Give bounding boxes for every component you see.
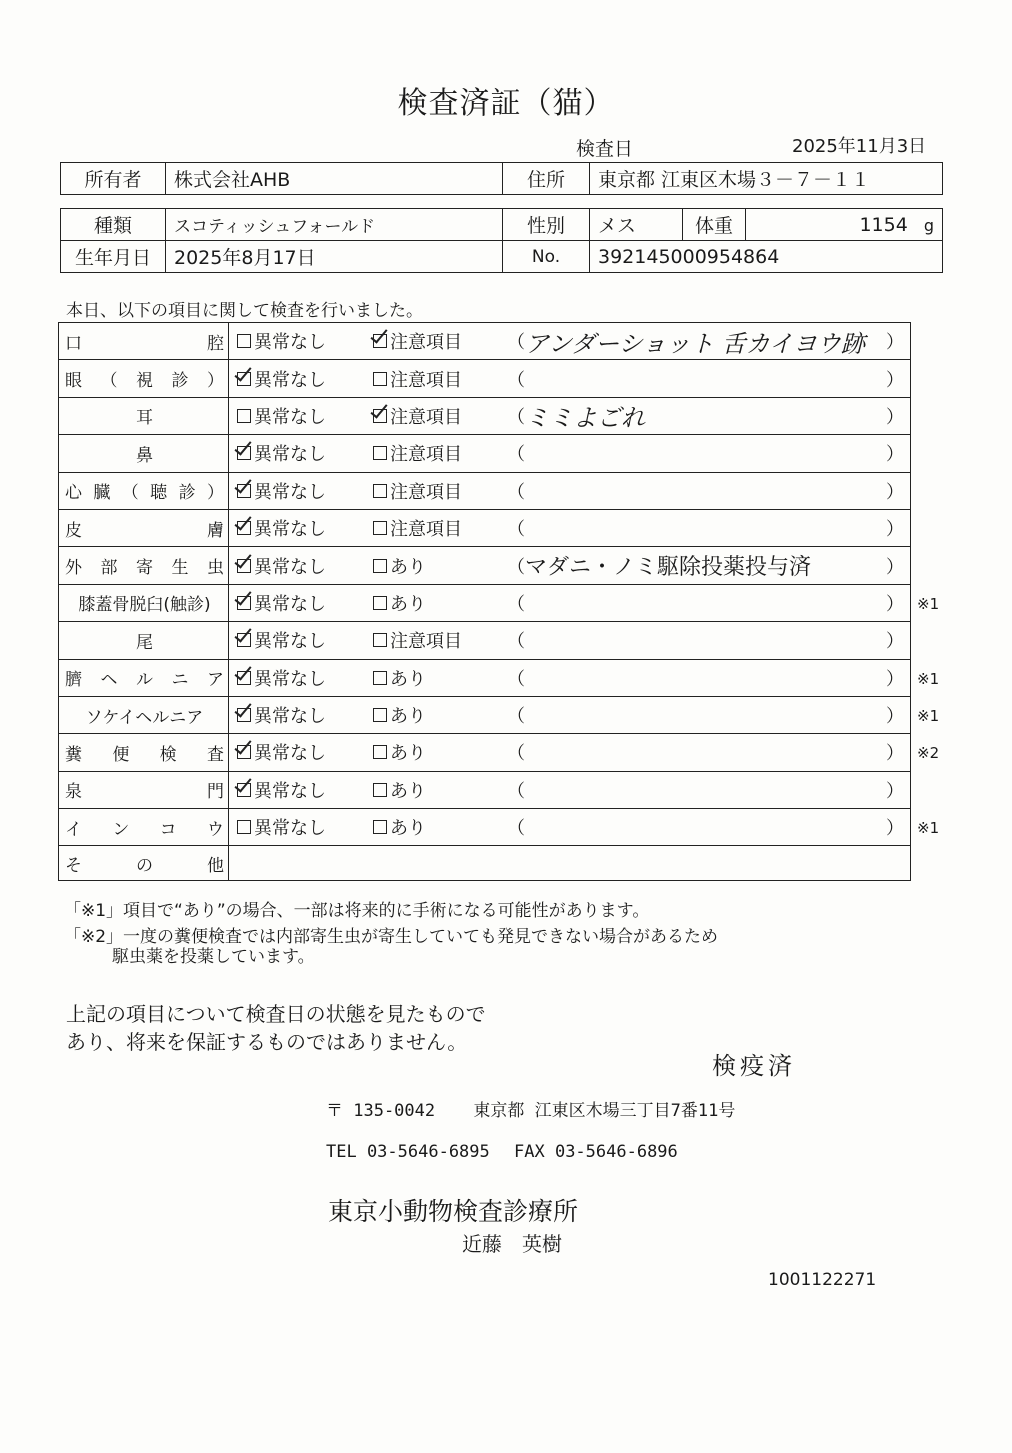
option-label: 異常なし xyxy=(254,780,326,802)
checked-box-icon[interactable] xyxy=(373,334,387,348)
paren-close: ） xyxy=(886,706,904,728)
exam-row xyxy=(59,585,910,622)
option-attention[interactable] xyxy=(373,697,426,733)
exam-item-char: ） xyxy=(206,483,224,504)
checked-box-icon[interactable] xyxy=(237,446,251,460)
footnote-2-cont: 駆虫薬を投薬しています。 xyxy=(112,947,315,967)
exam-item-name xyxy=(59,473,229,509)
clinic-name: 東京小動物検査診療所 xyxy=(328,1197,579,1226)
exam-item-char: 他 xyxy=(207,855,224,876)
exam-row xyxy=(59,435,910,472)
paren-open: （ xyxy=(507,743,525,765)
exam-item-char: （ xyxy=(121,483,139,504)
exam-item-char: 糞 xyxy=(65,744,82,765)
exam-item-char: 診 xyxy=(171,371,189,392)
option-label: 注意項目 xyxy=(390,406,462,428)
paren-close: ） xyxy=(886,481,904,503)
checkbox-icon[interactable] xyxy=(237,820,251,834)
no-value: 392145000954864 xyxy=(590,241,943,273)
exam-item-name xyxy=(59,585,229,621)
owner-value: 株式会社AHB xyxy=(166,163,503,195)
exam-item-char: の xyxy=(136,855,153,876)
exam-date-label: 検査日 xyxy=(576,138,634,160)
option-label: 異常なし xyxy=(254,369,326,391)
exam-item-char: 尾 xyxy=(136,632,153,653)
checked-box-icon[interactable] xyxy=(237,559,251,573)
option-attention[interactable] xyxy=(373,473,462,509)
doctor-name: 近藤 英樹 xyxy=(462,1232,562,1256)
contact-line xyxy=(326,1142,678,1162)
option-normal[interactable] xyxy=(237,435,326,471)
exam-item-char: 眼 xyxy=(65,371,82,392)
option-label: 異常なし xyxy=(254,706,326,728)
exam-item-char: そ xyxy=(65,855,82,876)
paren-open: （ xyxy=(507,593,525,615)
postal-code: 〒 135-0042 xyxy=(326,1101,436,1121)
weight-value: 1154 xyxy=(859,213,908,236)
exam-item-char: （ xyxy=(100,371,118,392)
option-label: 異常なし xyxy=(254,668,326,690)
option-normal[interactable] xyxy=(237,360,326,396)
quarantine-seal: 検疫済 xyxy=(712,1052,796,1080)
option-label: 注意項目 xyxy=(390,332,462,354)
weight-unit: g xyxy=(923,215,934,235)
option-label: あり xyxy=(390,706,426,728)
exam-row xyxy=(59,473,910,510)
footnote-mark: ※2 xyxy=(917,744,940,763)
checkbox-icon[interactable] xyxy=(373,446,387,460)
checked-box-icon[interactable] xyxy=(373,409,387,423)
option-normal[interactable] xyxy=(237,473,326,509)
paren-open: （ xyxy=(507,706,525,728)
option-label: あり xyxy=(390,668,426,690)
exam-item-name xyxy=(59,660,229,696)
tel: TEL 03-5646-6895 xyxy=(326,1142,490,1162)
weight-cell xyxy=(746,209,943,241)
option-label: あり xyxy=(390,818,426,840)
owner-table xyxy=(60,162,943,195)
exam-item-char: 皮 xyxy=(65,520,82,541)
exam-item-char: ニ xyxy=(171,670,189,691)
serial-number: 1001122271 xyxy=(768,1270,877,1290)
paren-open: （ xyxy=(507,780,525,802)
option-attention[interactable] xyxy=(373,622,462,658)
option-normal[interactable] xyxy=(237,772,326,808)
clinic-address: 東京都 江東区木場三丁目7番11号 xyxy=(473,1101,736,1121)
exam-row xyxy=(59,547,910,584)
exam-item-char: ウ xyxy=(206,819,224,840)
exam-item-char: 腔 xyxy=(207,333,224,354)
option-label: 注意項目 xyxy=(390,444,462,466)
option-normal[interactable] xyxy=(237,323,326,359)
checkbox-icon[interactable] xyxy=(373,633,387,647)
dob-value: 2025年8月17日 xyxy=(166,241,503,273)
exam-note: ミミよごれ xyxy=(525,404,645,433)
paren-close: ） xyxy=(886,818,904,840)
paren-close: ） xyxy=(886,519,904,541)
checked-box-icon[interactable] xyxy=(237,745,251,759)
paren-close: ） xyxy=(886,743,904,765)
option-normal[interactable] xyxy=(237,660,326,696)
paren-close: ） xyxy=(886,332,904,354)
option-label: 異常なし xyxy=(254,818,326,840)
intro-text: 本日、以下の項目に関して検査を行いました。 xyxy=(66,301,423,321)
checkbox-icon[interactable] xyxy=(373,671,387,685)
option-label: 異常なし xyxy=(254,556,326,578)
exam-item-char: 門 xyxy=(207,782,224,803)
footnote-mark: ※1 xyxy=(917,707,940,725)
footnote-mark: ※1 xyxy=(917,594,940,613)
paren-open: （ xyxy=(507,519,525,541)
exam-item-char: ン xyxy=(112,819,130,840)
option-attention[interactable] xyxy=(373,809,426,845)
checkbox-icon[interactable] xyxy=(237,334,251,348)
exam-item-char: 部 xyxy=(100,558,118,579)
checked-box-icon[interactable] xyxy=(237,596,251,610)
exam-item-char: ア xyxy=(207,670,224,691)
paren-open: （ xyxy=(507,406,525,428)
checkbox-icon[interactable] xyxy=(373,820,387,834)
exam-item-char: 検 xyxy=(159,744,177,765)
footnote-2: 「※2」一度の糞便検査では内部寄生虫が寄生していても発見できない場合があるため xyxy=(64,927,719,947)
paren-open: （ xyxy=(507,332,525,354)
checkbox-icon[interactable] xyxy=(373,559,387,573)
option-label: 注意項目 xyxy=(390,481,462,503)
exam-row xyxy=(59,360,910,397)
option-label: 異常なし xyxy=(254,481,326,503)
exam-item-char: 虫 xyxy=(207,558,224,579)
checked-box-icon[interactable] xyxy=(237,372,251,386)
checkbox-icon[interactable] xyxy=(237,409,251,423)
option-attention[interactable] xyxy=(373,360,462,396)
exam-item-name xyxy=(59,809,229,845)
exam-item-char: 便 xyxy=(112,744,130,765)
exam-item-char: 外 xyxy=(65,558,82,579)
exam-item-char: 生 xyxy=(171,558,189,579)
exam-item-name xyxy=(59,323,229,359)
exam-item-name xyxy=(59,435,229,471)
option-attention[interactable] xyxy=(373,323,462,359)
paren-close: ） xyxy=(886,780,904,802)
checked-box-icon[interactable] xyxy=(237,633,251,647)
option-normal[interactable] xyxy=(237,510,326,546)
exam-row xyxy=(59,846,910,880)
option-label: あり xyxy=(390,556,426,578)
breed-label: 種類 xyxy=(61,209,166,241)
option-label: 異常なし xyxy=(254,332,326,354)
option-label: 異常なし xyxy=(254,593,326,615)
option-label: 異常なし xyxy=(254,631,326,653)
exam-item-char: 査 xyxy=(206,744,224,765)
exam-item-char: 泉 xyxy=(65,782,82,803)
option-attention[interactable] xyxy=(373,772,426,808)
paren-close: ） xyxy=(886,406,904,428)
exam-item-char: 視 xyxy=(136,371,153,392)
exam-item-name xyxy=(59,547,229,583)
option-label: 異常なし xyxy=(254,743,326,765)
checkbox-icon[interactable] xyxy=(373,745,387,759)
option-label: あり xyxy=(390,593,426,615)
checkbox-icon[interactable] xyxy=(373,372,387,386)
exam-item-name xyxy=(59,697,229,733)
option-attention[interactable] xyxy=(373,510,462,546)
checked-box-icon[interactable] xyxy=(237,671,251,685)
option-label: 異常なし xyxy=(254,444,326,466)
option-normal[interactable] xyxy=(237,547,326,583)
exam-item-char: 寄 xyxy=(136,558,153,579)
option-normal[interactable] xyxy=(237,398,326,434)
exam-item-name xyxy=(59,846,229,880)
option-attention[interactable] xyxy=(373,547,426,583)
checkbox-icon[interactable] xyxy=(373,708,387,722)
exam-item-name xyxy=(59,398,229,434)
exam-row xyxy=(59,734,910,771)
paren-close: ） xyxy=(886,444,904,466)
exam-note: マダニ・ノミ駆除投薬投与済 xyxy=(525,555,812,581)
exam-item-char: イ xyxy=(65,819,82,840)
sex-label: 性別 xyxy=(503,209,590,241)
paren-close: ） xyxy=(886,593,904,615)
option-attention[interactable] xyxy=(373,585,426,621)
option-label: あり xyxy=(390,780,426,802)
address-label: 住所 xyxy=(503,163,590,195)
paren-open: （ xyxy=(507,369,525,391)
clinic-address-line xyxy=(326,1096,735,1121)
sex-value: メス xyxy=(590,209,683,241)
footnote-mark: ※1 xyxy=(917,669,940,688)
paren-close: ） xyxy=(886,556,904,578)
option-label: 異常なし xyxy=(254,406,326,428)
footnote-1: 「※1」項目で“あり”の場合、一部は将来的に手術になる可能性があります。 xyxy=(64,901,650,921)
option-normal[interactable] xyxy=(237,697,326,733)
exam-item-char: 臍 xyxy=(65,670,82,691)
exam-item-char: ソケイヘルニア xyxy=(85,707,204,728)
paren-close: ） xyxy=(886,668,904,690)
exam-item-name xyxy=(59,734,229,770)
exam-item-name xyxy=(59,772,229,808)
paren-open: （ xyxy=(507,556,525,578)
option-attention[interactable] xyxy=(373,435,462,471)
option-label: 注意項目 xyxy=(390,519,462,541)
exam-table xyxy=(58,322,911,881)
paren-open: （ xyxy=(507,668,525,690)
exam-note: アンダーショット 舌カイヨウ跡 xyxy=(525,329,866,358)
exam-item-char: 口 xyxy=(65,333,82,354)
paren-open: （ xyxy=(507,631,525,653)
checked-box-icon[interactable] xyxy=(237,783,251,797)
exam-item-name xyxy=(59,510,229,546)
option-label: 異常なし xyxy=(254,519,326,541)
address-value: 東京都 江東区木場３－７－１１ xyxy=(590,163,943,195)
exam-item-name xyxy=(59,360,229,396)
option-attention[interactable] xyxy=(373,660,426,696)
option-normal[interactable] xyxy=(237,809,326,845)
exam-row xyxy=(59,398,910,435)
exam-item-char: ） xyxy=(207,371,224,392)
exam-item-char: 心 xyxy=(65,483,82,504)
option-label: 注意項目 xyxy=(390,369,462,391)
paren-open: （ xyxy=(507,444,525,466)
exam-item-char: 臓 xyxy=(93,483,111,504)
checkbox-icon[interactable] xyxy=(373,783,387,797)
warranty-text: 上記の項目について検査日の状態を見たものであり、将来を保証するものではありません。 xyxy=(66,1002,486,1054)
exam-row xyxy=(59,660,910,697)
pet-table xyxy=(60,208,943,273)
checked-box-icon[interactable] xyxy=(237,521,251,535)
exam-item-char: ヘ xyxy=(100,670,118,691)
paren-close: ） xyxy=(886,631,904,653)
checkbox-icon[interactable] xyxy=(373,484,387,498)
exam-item-char: 膝蓋骨脱臼(触診) xyxy=(78,595,211,616)
exam-item-char: 膚 xyxy=(207,520,224,541)
paren-open: （ xyxy=(507,818,525,840)
document-title: 検査済証（猫） xyxy=(397,86,615,121)
dob-label: 生年月日 xyxy=(61,241,166,273)
breed-value: スコティッシュフォールド xyxy=(166,209,503,241)
exam-item-char: 鼻 xyxy=(136,445,153,466)
option-label: 注意項目 xyxy=(390,631,462,653)
option-attention[interactable] xyxy=(373,398,462,434)
owner-label: 所有者 xyxy=(61,163,166,195)
checked-box-icon[interactable] xyxy=(237,484,251,498)
exam-row xyxy=(59,323,910,360)
paren-close: ） xyxy=(886,369,904,391)
exam-item-char: 診 xyxy=(178,483,196,504)
paren-open: （ xyxy=(507,481,525,503)
option-normal[interactable] xyxy=(237,622,326,658)
weight-label: 体重 xyxy=(683,209,746,241)
checked-box-icon[interactable] xyxy=(237,708,251,722)
footnote-mark: ※1 xyxy=(917,819,940,838)
option-normal[interactable] xyxy=(237,585,326,621)
exam-row xyxy=(59,622,910,659)
exam-item-char: 聴 xyxy=(150,483,168,504)
exam-item-char: 耳 xyxy=(136,408,153,429)
checkbox-icon[interactable] xyxy=(373,596,387,610)
exam-item-name xyxy=(59,622,229,658)
checkbox-icon[interactable] xyxy=(373,521,387,535)
exam-item-char: コ xyxy=(159,819,177,840)
no-label: No. xyxy=(503,241,590,273)
exam-item-char: ル xyxy=(136,670,153,691)
option-normal[interactable] xyxy=(237,734,326,770)
exam-row xyxy=(59,809,910,846)
exam-row xyxy=(59,697,910,734)
option-label: あり xyxy=(390,743,426,765)
option-attention[interactable] xyxy=(373,734,426,770)
exam-date: 2025年11月3日 xyxy=(792,136,927,157)
fax: FAX 03-5646-6896 xyxy=(514,1142,678,1162)
exam-row xyxy=(59,510,910,547)
exam-row xyxy=(59,772,910,809)
